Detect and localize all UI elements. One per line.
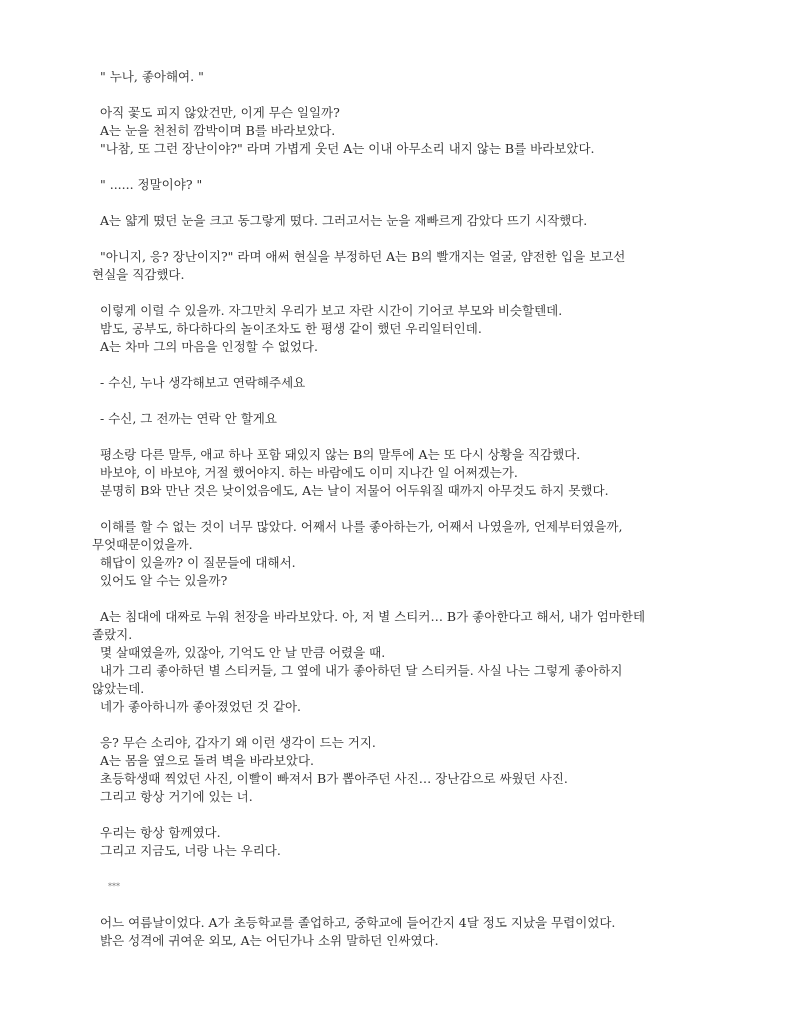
text-line: 현실을 직감했다.	[92, 267, 185, 282]
text-line: 그리고 지금도, 너랑 나는 우리다.	[100, 843, 281, 858]
dialogue-line: " ...... 정말이야? "	[100, 177, 203, 192]
text-line: 않았는데.	[92, 681, 145, 696]
text-line: 우리는 항상 함께였다.	[100, 825, 221, 840]
paragraph-10	[92, 518, 732, 590]
paragraph-4	[92, 212, 732, 230]
paragraph-13	[92, 824, 732, 860]
paragraph-1	[92, 68, 732, 86]
text-line: 밤도, 공부도, 하다하다의 놀이조차도 한 평생 같이 했던 우리일터인데.	[100, 321, 482, 336]
text-line: 그리고 항상 거기에 있는 너.	[100, 789, 253, 804]
text-line: "나참, 또 그런 장난이야?" 라며 가볍게 웃던 A는 이내 아무소리 내지 않는 B를 바라보았다.	[100, 141, 595, 156]
paragraph-closing	[92, 914, 732, 950]
text-line: 어느 여름날이었다. A가 초등학교를 졸업하고, 중학교에 들어간지 4달 정도 지났을 무렵이었다.	[100, 915, 616, 930]
paragraph-9	[92, 446, 732, 500]
section-separator: ***	[108, 882, 120, 891]
paragraph-2	[92, 104, 732, 158]
text-line: 내가 그리 좋아하던 별 스티커들, 그 옆에 내가 좋아하던 달 스티커들. 사실 나는 그렇게 좋아하지	[100, 663, 623, 678]
text-line: 졸랐지.	[92, 627, 133, 642]
message-line: - 수신, 그 전까는 연락 안 할게요	[100, 411, 277, 426]
text-line: 평소랑 다른 말투, 애교 하나 포함 돼있지 않는 B의 말투에 A는 또 다시 상황을 직감했다.	[100, 447, 581, 462]
dialogue-line: " 누나, 좋아해여. "	[100, 69, 204, 84]
text-line: A는 몸을 옆으로 돌려 벽을 바라보았다.	[100, 753, 314, 768]
text-line: 바보야, 이 바보야, 거절 했어야지. 하는 바람에도 이미 지나간 일 어쩌겠는가.	[100, 465, 518, 480]
paragraph-7	[92, 374, 732, 392]
paragraph-3	[92, 176, 732, 194]
text-line: A는 차마 그의 마음을 인정할 수 없었다.	[100, 339, 318, 354]
text-line: 네가 좋아하니까 좋아졌었던 것 같아.	[100, 699, 301, 714]
text-line: 이해를 할 수 없는 것이 너무 많았다. 어째서 나를 좋아하는가, 어째서 나였을까, 언제부터였을까,	[100, 519, 623, 534]
paragraph-5	[92, 248, 732, 284]
message-line: - 수신, 누나 생각해보고 연락해주세요	[100, 375, 306, 390]
text-line: 몇 살때였을까, 있잖아, 기억도 안 날 만큼 어렸을 때.	[100, 645, 386, 660]
text-line: A는 눈을 천천히 깜박이며 B를 바라보았다.	[100, 123, 336, 138]
paragraph-8	[92, 410, 732, 428]
text-line: 분명히 B와 만난 것은 낮이었음에도, A는 날이 저물어 어두워질 때까지 아무것도 하지 못했다.	[100, 483, 609, 498]
text-line: 무엇때문이었을까.	[92, 537, 193, 552]
text-line: 이렇게 이럴 수 있을까. 자그만치 우리가 보고 자란 시간이 기어코 부모와 비슷할텐데.	[100, 303, 563, 318]
text-line: 해답이 있을까? 이 질문들에 대해서.	[100, 555, 296, 570]
story-text	[92, 68, 732, 950]
text-line: A는 얇게 떴던 눈을 크고 동그랗게 떴다. 그러고서는 눈을 재빠르게 감았다 뜨기 시작했다.	[100, 213, 588, 228]
paragraph-6	[92, 302, 732, 356]
text-line: A는 침대에 대짜로 누워 천장을 바라보았다. 아, 저 별 스티커… B가 좋아한다고 해서, 내가 엄마한테	[100, 609, 646, 624]
paragraph-12	[92, 734, 732, 806]
paragraph-11	[92, 608, 732, 716]
text-line: "아니지, 응? 장난이지?" 라며 애써 현실을 부정하던 A는 B의 빨개지는 얼굴, 얌전한 입을 보고선	[100, 249, 626, 264]
text-line: 있어도 알 수는 있을까?	[100, 573, 228, 588]
text-line: 아직 꽃도 피지 않았건만, 이게 무슨 일일까?	[100, 105, 340, 120]
text-line: 밝은 성격에 귀여운 외모, A는 어딘가나 소위 말하던 인싸였다.	[100, 933, 439, 948]
text-line: 응? 무슨 소리야, 갑자기 왜 이런 생각이 드는 거지.	[100, 735, 376, 750]
text-line: 초등학생때 찍었던 사진, 이빨이 빠져서 B가 뽑아주던 사진… 장난감으로 싸웠던 사진.	[100, 771, 568, 786]
